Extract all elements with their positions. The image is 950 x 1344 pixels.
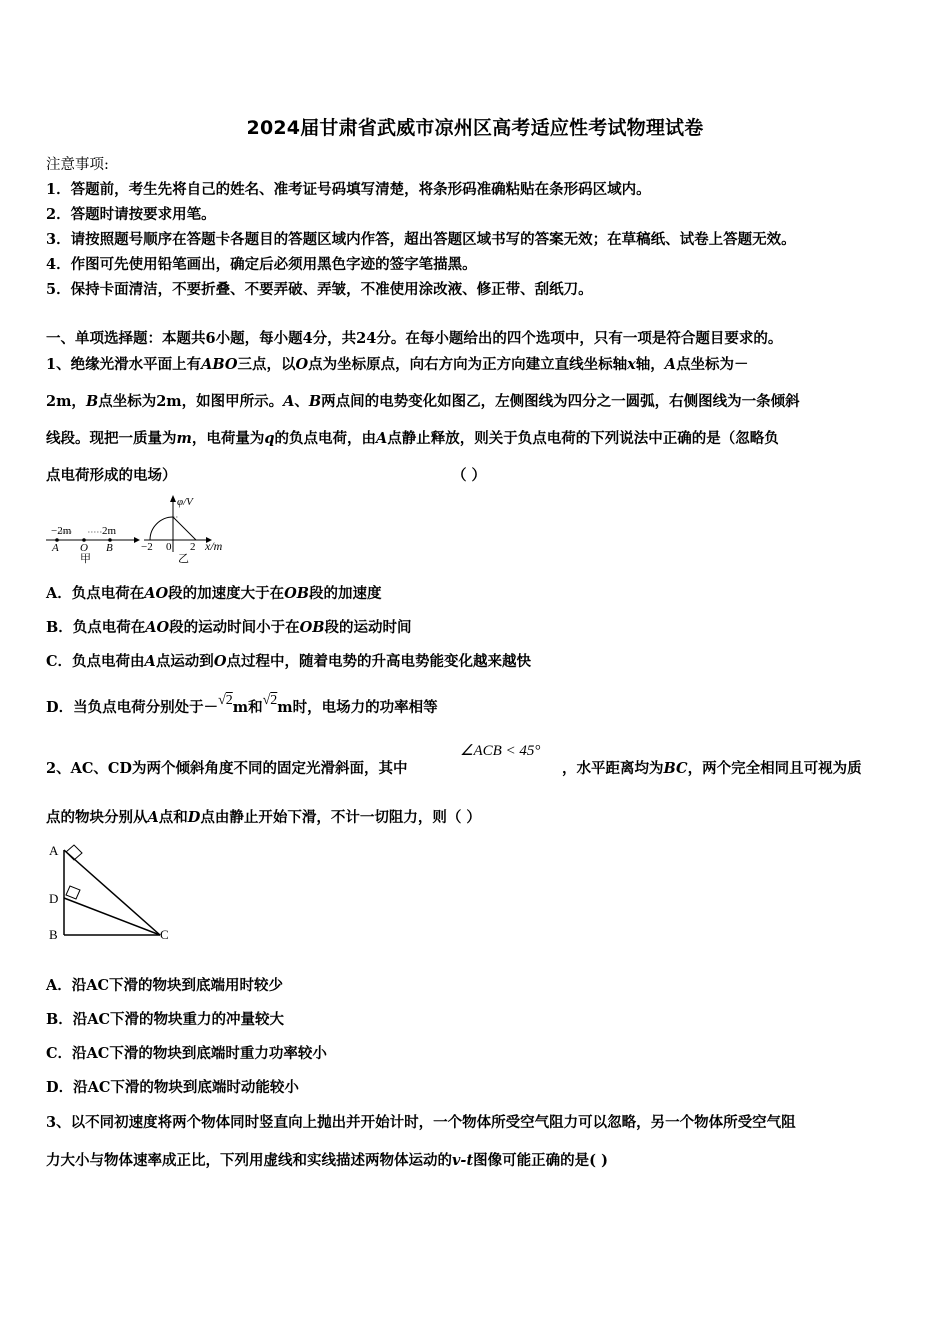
q1-option-a: A．负点电荷在AO段的加速度大于在OB段的加速度 bbox=[46, 585, 382, 602]
q1-line-3: 线段。现把一质量为m，电荷量为q的负点电荷，由A点静止释放，则关于负点电荷的下列说法中正确的是（忽略负 bbox=[46, 430, 779, 447]
q2-line-1: 2、AC、CD为两个倾斜角度不同的固定光滑斜面，其中 bbox=[46, 760, 408, 777]
figure-yi bbox=[141, 495, 223, 565]
section-heading: 一、单项选择题：本题共6小题，每小题4分，共24分。在每小题给出的四个选项中，只有一项是符合题目要求的。 bbox=[46, 330, 783, 347]
q1-line-2: 2m，B点坐标为2m，如图甲所示。A、B两点间的电势变化如图乙，左侧图线为四分之一圆弧，右侧图线为一条倾斜 bbox=[46, 393, 800, 410]
jia-point-b: B bbox=[106, 542, 113, 554]
q3-line-2: 力大小与物体速率成正比，下列用虚线和实线描述两物体运动的v-t图像可能正确的是( ) bbox=[46, 1152, 608, 1169]
notice-item-3: 3．请按照题号顺序在答题卡各题目的答题区域内作答，超出答题区域书写的答案无效；在草稿纸、试卷上答题无效。 bbox=[46, 231, 796, 248]
jia-point-o: O bbox=[80, 542, 88, 554]
yi-axis-x-label: x/m bbox=[205, 539, 223, 553]
yi-pos-tick: 2 bbox=[190, 541, 196, 553]
jia-pos-label: 2m bbox=[102, 525, 117, 537]
yi-zero-tick: 0 bbox=[166, 541, 172, 553]
q2-point-c: C bbox=[160, 927, 169, 942]
q2-option-b: B．沿AC下滑的物块重力的冲量较大 bbox=[46, 1011, 285, 1028]
yi-axis-y-label: φ/V bbox=[177, 496, 193, 508]
notice-item-5: 5．保持卡面清洁，不要折叠、不要弄破、弄皱，不准使用涂改液、修正带、刮纸刀。 bbox=[46, 281, 593, 298]
q1-option-d: D．当负点电荷分别处于－√2m和√2m时，电场力的功率相等 bbox=[46, 693, 438, 716]
q2-option-d: D．沿AC下滑的物块到底端时动能较小 bbox=[46, 1079, 299, 1096]
q2-figure bbox=[42, 838, 182, 950]
sqrt-two-positive: √2 bbox=[262, 693, 278, 708]
q1-answer-paren: （ ） bbox=[452, 467, 487, 484]
figure-jia bbox=[46, 525, 140, 565]
q2-line-1-tail: ，水平距离均为BC，两个完全相同且可视为质 bbox=[562, 760, 862, 777]
q2-option-c: C．沿AC下滑的物块到底端时重力功率较小 bbox=[46, 1045, 327, 1062]
q1-figure bbox=[40, 490, 250, 566]
yi-caption: 乙 bbox=[178, 553, 189, 565]
q1-line-4: 点电荷形成的电场） bbox=[46, 467, 177, 484]
sqrt-two-negative: √2 bbox=[218, 693, 233, 708]
q1-line-1: 1、绝缘光滑水平面上有ABO三点，以O点为坐标原点，向右方向为正方向建立直线坐标轴x轴，A点坐标为－ bbox=[46, 356, 749, 373]
q2-angle-condition: ∠ACB < 45° bbox=[460, 743, 541, 759]
jia-neg-label: −2m bbox=[51, 525, 72, 537]
q3-line-1: 3、以不同初速度将两个物体同时竖直向上抛出并开始计时，一个物体所受空气阻力可以忽略，另一个物体所受空气阻 bbox=[46, 1114, 796, 1131]
q2-line-2: 点的物块分别从A点和D点由静止开始下滑，不计一切阻力，则（ ） bbox=[46, 809, 481, 826]
notice-item-4: 4．作图可先使用铅笔画出，确定后必须用黑色字迹的签字笔描黑。 bbox=[46, 256, 477, 273]
yi-neg-tick: −2 bbox=[141, 541, 153, 553]
notice-item-2: 2．答题时请按要求用笔。 bbox=[46, 206, 216, 223]
notice-heading: 注意事项: bbox=[46, 157, 109, 173]
page-title: 2024届甘肃省武威市凉州区高考适应性考试物理试卷 bbox=[246, 117, 704, 139]
q2-point-a: A bbox=[49, 843, 59, 858]
notice-item-1: 1．答题前，考生先将自己的姓名、准考证号码填写清楚，将条形码准确粘贴在条形码区域内。 bbox=[46, 181, 651, 198]
jia-caption: 甲 bbox=[80, 553, 91, 565]
q2-point-b: B bbox=[49, 927, 58, 942]
jia-point-a: A bbox=[52, 542, 59, 554]
q1-option-c: C．负点电荷由A点运动到O点过程中，随着电势的升高电势能变化越来越快 bbox=[46, 653, 531, 670]
q1-option-b: B．负点电荷在AO段的运动时间小于在OB段的运动时间 bbox=[46, 619, 412, 636]
q2-point-d: D bbox=[49, 891, 59, 906]
q2-option-a: A．沿AC下滑的物块到底端用时较少 bbox=[46, 977, 284, 994]
